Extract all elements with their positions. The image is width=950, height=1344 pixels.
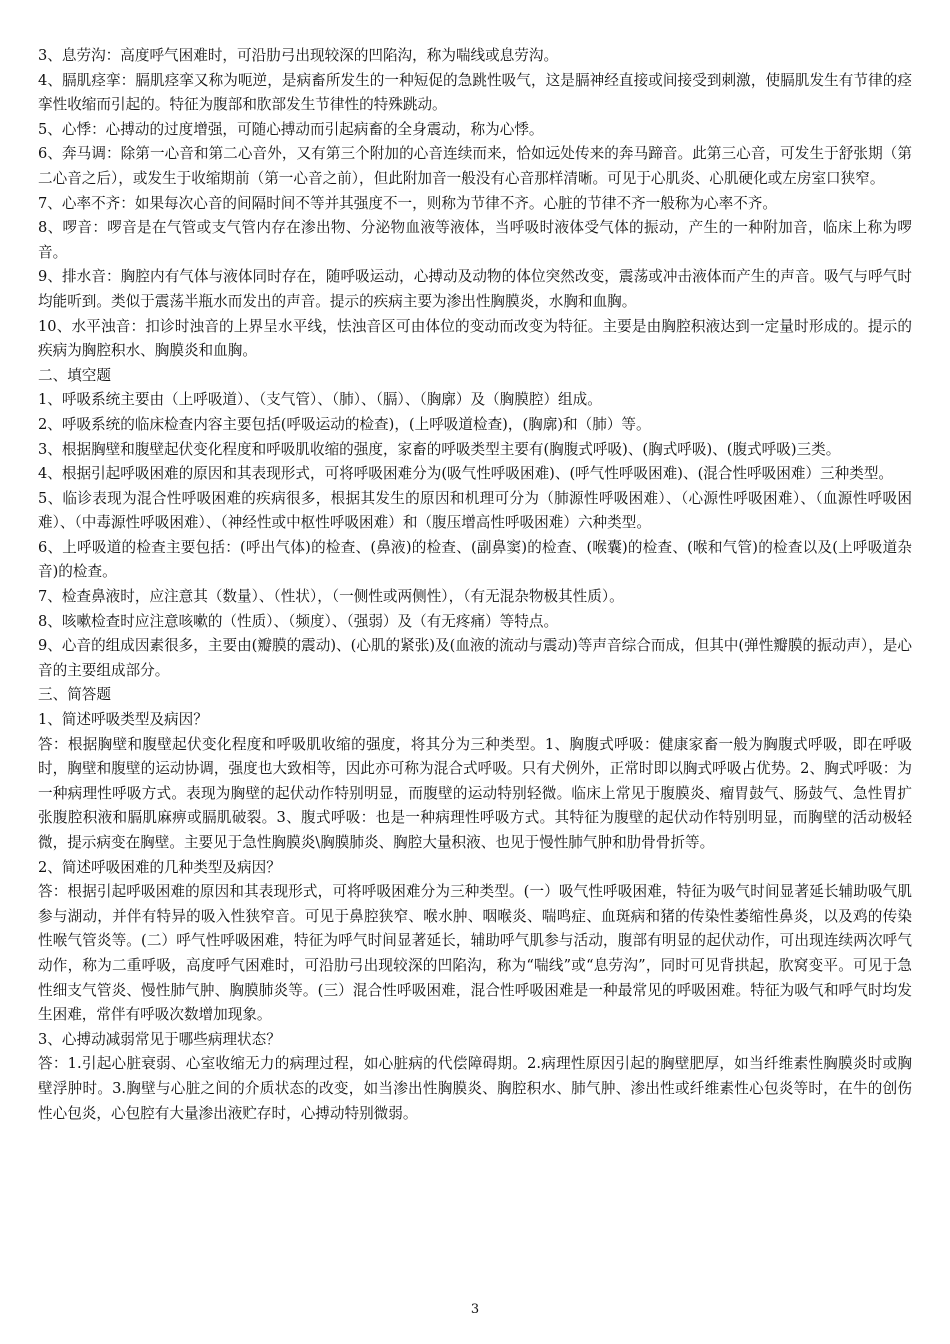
fill-blank-item: 3、根据胸壁和腹壁起伏变化程度和呼吸肌收缩的强度，家畜的呼吸类型主要有(胸腹式呼吸)、(胸式呼吸)、(腹式呼吸)三类。 bbox=[38, 440, 841, 458]
fill-blank-item: 1、呼吸系统主要由（上呼吸道）、（支气管）、（肺）、（膈）、（胸廓）及（胸膜腔）组成。 bbox=[38, 391, 602, 409]
fill-blank-item: 7、检查鼻液时，应注意其（数量）、（性状），（一侧性或两侧性），（有无混杂物极其性质）。 bbox=[38, 588, 624, 606]
fill-blank-item: 8、咳嗽检查时应注意咳嗽的（性质）、（频度）、（强弱）及（有无疼痛）等特点。 bbox=[38, 612, 559, 630]
term-definition: 10、水平浊音：扣诊时浊音的上界呈水平线，怯浊音区可由体位的变动而改变为特征。主要是由胸腔积液达到一定量时形成的。提示的疾病为胸腔积水、胸膜炎和血胸。 bbox=[38, 317, 912, 360]
term-definition: 9、排水音：胸腔内有气体与液体同时存在，随呼吸运动，心搏动及动物的体位突然改变，震荡或冲击液体而产生的声音。吸气与呼气时均能听到。类似于震荡半瓶水而发出的声音。提示的疾病主要为渗出性胸膜炎，水胸和血胸。 bbox=[38, 268, 912, 310]
question-text: 3、心搏动减弱常见于哪些病理状态？ bbox=[38, 1030, 281, 1048]
answer-text: 答：根据引起呼吸困难的原因和其表现形式，可将呼吸困难分为三种类型。(一）吸气性呼吸困难，特征为吸气时间显著延长辅助吸气肌参与湖动，并伴有特异的吸入性狭窄音。可见于鼻腔狭窄、喉水肿、咽喉炎、喘鸣症、血斑病和猪的传染性萎缩性鼻炎，以及鸡的传染性喉气管炎等。(二）呼气性呼吸困难，特征为呼气时间显著延长，辅助呼气肌参与活动，腹部有明显的起伏动作，可出现连续两次呼气动作，称为二重呼吸，高度呼气困难时，可沿肋弓出现较深的凹陷沟，称为“喘线”或“息劳沟”，同时可见背拱起，肷窝变平。可见于急性细支气管炎、慢性肺气肿、胸膜肺炎等。(三）混合性呼吸困难，混合性呼吸困难是一种最常见的呼吸困难。特征为吸气和呼气时均发生困难，常伴有呼吸次数增加现象。 bbox=[38, 883, 912, 1024]
fill-blank-item: 9、心音的组成因素很多，主要由(瓣膜的震动)、(心肌的紧张)及(血液的流动与震动)等声音综合而成，但其中(弹性瓣膜的振动声），是心音的主要组成部分。 bbox=[38, 637, 912, 679]
term-definition: 8、啰音：啰音是在气管或支气管内存在渗出物、分泌物血液等液体，当呼吸时液体受气体的振动，产生的一种附加音，临床上称为啰音。 bbox=[38, 219, 912, 261]
term-definition: 3、息劳沟：高度呼气困难时，可沿肋弓出现较深的凹陷沟，称为喘线或息劳沟。 bbox=[38, 47, 559, 64]
fill-blank-item: 4、根据引起呼吸困难的原因和其表现形式，可将呼吸困难分为(吸气性呼吸困难)、(呼气性呼吸困难)、(混合性呼吸困难）三种类型。 bbox=[38, 465, 894, 483]
term-definition: 7、心率不齐：如果每次心音的间隔时间不等并其强度不一，则称为节律不齐。心脏的节律不齐一般称为心率不齐。 bbox=[38, 194, 777, 212]
fill-blank-item: 5、临诊表现为混合性呼吸困难的疾病很多，根据其发生的原因和机理可分为（肺源性呼吸困难）、（心源性呼吸困难）、（血源性呼吸困难）、（中毒源性呼吸困难）、（神经性或中枢性呼吸困难）和（腹压增高性呼吸困难）六种类型。 bbox=[38, 489, 912, 532]
answer-text: 答：根据胸壁和腹壁起伏变化程度和呼吸肌收缩的强度，将其分为三种类型。1、胸腹式呼吸：健康家畜一般为胸腹式呼吸，即在呼吸时，胸壁和腹壁的运动协调，强度也大致相等，因此亦可称为混合式呼吸。只有犬例外，正常时即以胸式呼吸占优势。2、胸式呼吸：为一种病理性呼吸方式。表现为胸壁的起伏动作特别明显，而腹壁的运动特别轻微。临床上常见于腹膜炎、瘤胃鼓气、肠鼓气、急性胃扩张腹腔积液和膈肌麻痹或膈肌破裂。3、腹式呼吸：也是一种病理性呼吸方式。其特征为腹壁的起伏动作特别明显，而胸壁的活动极轻微，提示病变在胸壁。主要见于急性胸膜炎\胸膜肺炎、胸腔大量积液、也见于慢性肺气肿和肋骨骨折等。 bbox=[38, 735, 912, 851]
page-number: 3 bbox=[470, 1302, 480, 1317]
section-heading-fill-blanks: 二、填空题 bbox=[38, 366, 111, 384]
answer-text: 答：1.引起心脏衰弱、心室收缩无力的病理过程，如心脏病的代偿障碍期。2.病理性原因引起的胸壁肥厚，如当纤维素性胸膜炎时或胸壁浮肿时。3.胸壁与心脏之间的介质状态的改变，如当渗出性胸膜炎、胸腔积水、肺气肿、渗出性或纤维素性心包炎等时，在牛的创伤性心包炎，心包腔有大量渗出液贮存时，心搏动特别微弱。 bbox=[38, 1055, 912, 1122]
section-heading-short-answer: 三、简答题 bbox=[38, 686, 111, 704]
term-definition: 6、奔马调：除第一心音和第二心音外，又有第三个附加的心音连续而来，恰如远处传来的奔马蹄音。此第三心音，可发生于舒张期（第二心音之后），或发生于收缩期前（第一心音之前），但此附加音一般没有心音那样清晰。可见于心肌炎、心肌硬化或左房室口狭窄。 bbox=[38, 145, 912, 187]
question-text: 2、简述呼吸困难的几种类型及病因？ bbox=[38, 858, 281, 876]
question-text: 1、简述呼吸类型及病因？ bbox=[38, 711, 208, 729]
fill-blank-item: 6、上呼吸道的检查主要包括：(呼出气体)的检查、(鼻液)的检查、(副鼻窦)的检查、(喉囊)的检查、(喉和气管)的检查以及(上呼吸道杂音)的检查。 bbox=[38, 538, 912, 581]
term-definition: 5、心悸：心搏动的过度增强，可随心搏动而引起病畜的全身震动，称为心悸。 bbox=[38, 120, 544, 138]
document-page bbox=[38, 44, 912, 1126]
term-definition: 4、膈肌痉挛：膈肌痉挛又称为呃逆，是病畜所发生的一种短促的急跳性吸气，这是膈神经直接或间接受到刺激，使膈肌发生有节律的痉挛性收缩而引起的。特征为腹部和肷部发生节律性的特殊跳动。 bbox=[38, 71, 912, 114]
fill-blank-item: 2、呼吸系统的临床检查内容主要包括(呼吸运动的检查)，(上呼吸道检查)，(胸廓)和（肺）等。 bbox=[38, 415, 651, 433]
